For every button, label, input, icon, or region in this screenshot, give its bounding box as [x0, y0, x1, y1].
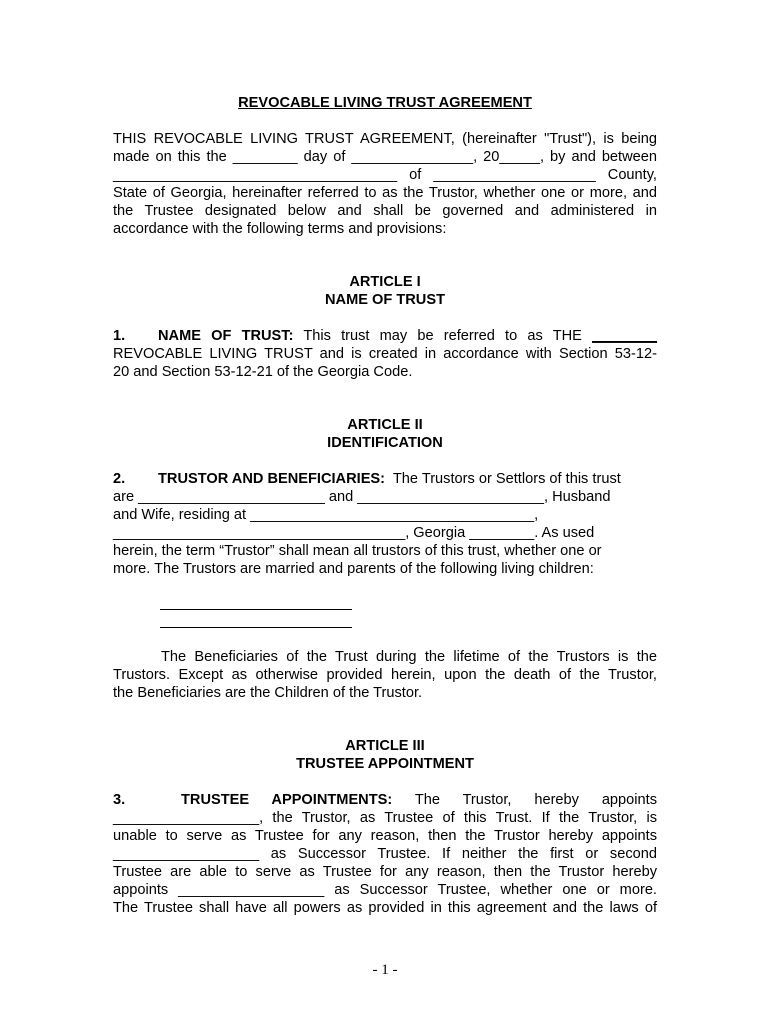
section-line: ____________________________________, Georgia ________. As used: [113, 525, 595, 541]
article-2-heading: ARTICLE II: [347, 417, 423, 433]
beneficiaries-text: The Beneficiaries of the Trust during the lifetime of the Trustors is the: [161, 649, 657, 665]
section-number: 3.: [113, 792, 126, 808]
intro-line: THIS REVOCABLE LIVING TRUST AGREEMENT, (hereinafter "Trust"), is being: [113, 131, 657, 147]
section-text: The Trustors or Settlors of this trust: [392, 471, 621, 487]
article-1-heading: ARTICLE I: [349, 274, 421, 290]
section-line: are _______________________ and _______________________, Husband: [113, 489, 611, 505]
section-number: 2.: [113, 471, 126, 487]
section-text: This trust may be referred to as THE: [303, 328, 582, 344]
document-title: REVOCABLE LIVING TRUST AGREEMENT: [238, 95, 532, 111]
section-3-line-1: [113, 791, 657, 809]
section-3-paragraph: [113, 791, 657, 917]
beneficiaries-line: the Beneficiaries are the Children of the Trustor.: [113, 685, 423, 701]
beneficiaries-line-1: [113, 648, 657, 666]
section-line: herein, the term “Trustor” shall mean all trustors of this trust, whether one or: [113, 543, 602, 559]
section-line: appoints __________________ as Successor Trustee, whether one or more.: [113, 882, 657, 898]
article-2-subheading: IDENTIFICATION: [327, 435, 443, 451]
section-1-paragraph: [113, 327, 657, 381]
child-name-blank-2: [160, 627, 352, 628]
section-1-line-1: [113, 327, 657, 345]
section-line: Trustee are able to serve as Trustee for any reason, then the Trustor hereby: [113, 864, 657, 880]
section-line: REVOCABLE LIVING TRUST and is created in accordance with Section 53-12-: [113, 346, 657, 362]
beneficiaries-paragraph: [113, 648, 657, 702]
section-line: 20 and Section 53-12-21 of the Georgia Code.: [113, 364, 413, 380]
section-text: The Trustor, hereby appoints: [414, 792, 657, 808]
section-line: unable to serve as Trustee for any reason, then the Trustor hereby appoints: [113, 828, 657, 844]
section-label: TRUSTOR AND BENEFICIARIES:: [158, 471, 386, 487]
section-label: TRUSTEE APPOINTMENTS:: [181, 792, 393, 808]
section-line: __________________, the Trustor, as Trustee of this Trust. If the Trustor, is: [113, 810, 657, 826]
trust-name-blank: ________: [592, 328, 657, 344]
intro-line: the Trustee designated below and shall be governed and administered in: [113, 203, 657, 219]
section-number: 1.: [113, 328, 126, 344]
section-2-line-1: [113, 470, 657, 488]
article-3-heading: ARTICLE III: [345, 738, 425, 754]
section-line: more. The Trustors are married and parents of the following living children:: [113, 561, 594, 577]
child-name-blank-1: [160, 609, 352, 610]
section-line: __________________ as Successor Trustee. If neither the first or second: [113, 846, 657, 862]
section-line: and Wife, residing at ___________________________________,: [113, 507, 539, 523]
beneficiaries-line: Trustors. Except as otherwise provided herein, upon the death of the Trustor,: [113, 667, 657, 683]
article-3-subheading: TRUSTEE APPOINTMENT: [296, 756, 474, 772]
page-number: - 1 -: [372, 962, 398, 978]
section-2-paragraph: [113, 470, 657, 578]
intro-line: State of Georgia, hereinafter referred to as the Trustor, whether one or more, and: [113, 185, 657, 201]
section-label: NAME OF TRUST:: [158, 328, 294, 344]
intro-line: accordance with the following terms and provisions:: [113, 221, 447, 237]
intro-line: made on this the ________ day of _______________, 20_____, by and between: [113, 149, 657, 165]
article-1-subheading: NAME OF TRUST: [325, 292, 445, 308]
intro-paragraph: [113, 130, 657, 238]
intro-line: ___________________________________ of ____________________ County,: [113, 167, 657, 183]
section-line: The Trustee shall have all powers as provided in this agreement and the laws of: [113, 900, 657, 916]
